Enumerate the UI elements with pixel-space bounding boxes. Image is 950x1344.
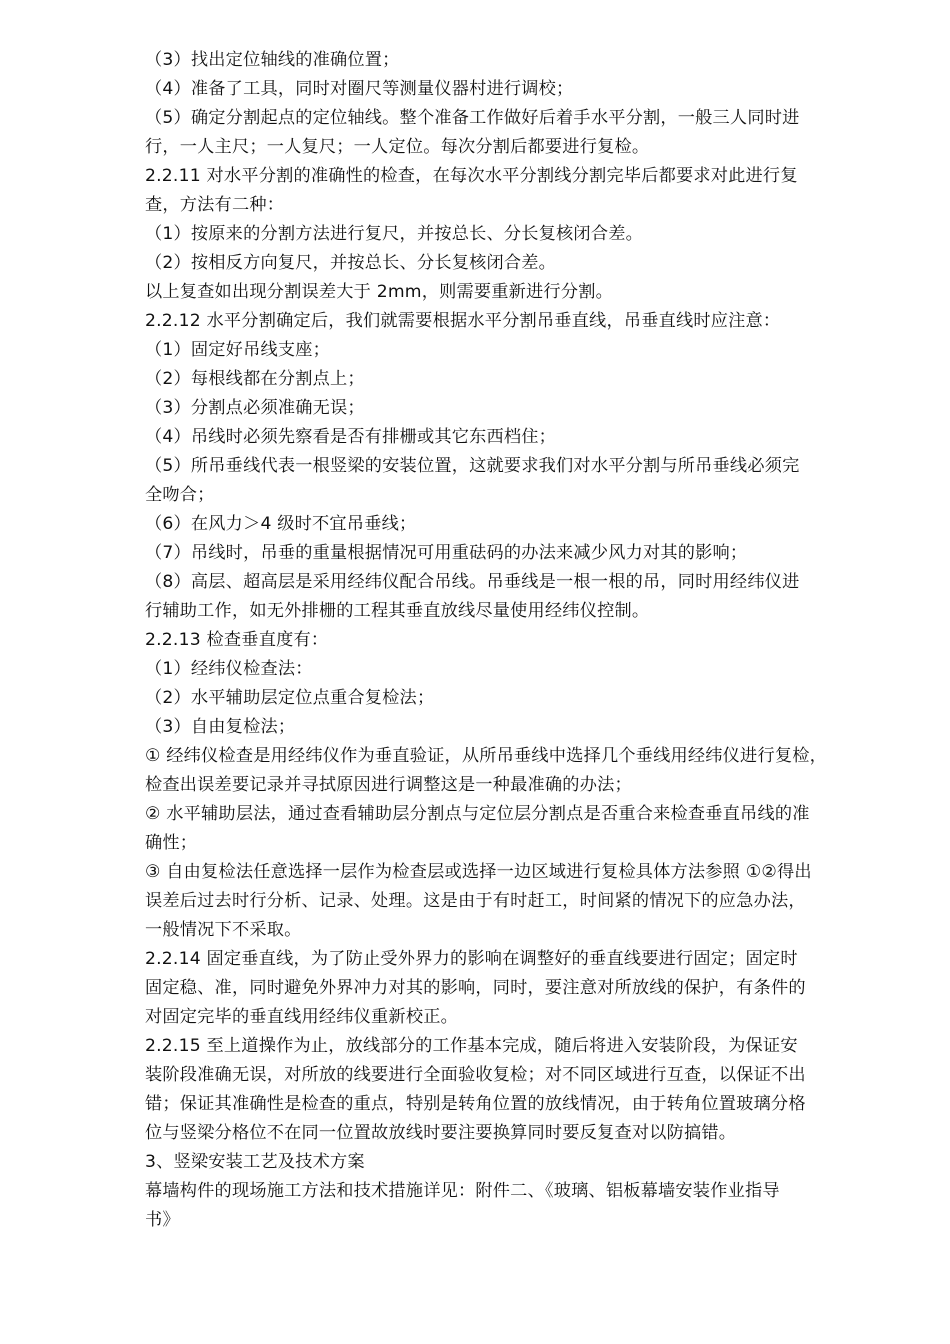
text-line: （1）按原来的分割方法进行复尺，并按总长、分长复核闭合差。: [145, 224, 643, 244]
text-line: ③ 自由复检法任意选择一层作为检查层或选择一边区域进行复检具体方法参照 ①②得出: [145, 862, 812, 882]
text-line: （2）每根线都在分割点上；: [145, 369, 365, 389]
text-line: 2.2.11 对水平分割的准确性的检查，在每次水平分割线分割完毕后都要求对此进行复: [145, 166, 798, 186]
text-line: 全吻合；: [145, 485, 215, 505]
text-line: 一般情况下不采取。: [145, 920, 302, 940]
text-line: （8）高层、超高层是采用经纬仪配合吊线。吊垂线是一根一根的吊，同时用经纬仪进: [145, 572, 800, 592]
text-line: （1）经纬仪检查法：: [145, 659, 313, 679]
text-line: 装阶段准确无误，对所放的线要进行全面验收复检；对不同区域进行互查，以保证不出: [145, 1065, 806, 1085]
text-line: 行辅助工作，如无外排栅的工程其垂直放线尽量使用经纬仪控制。: [145, 601, 650, 621]
text-line: 查，方法有二种：: [145, 195, 285, 215]
text-line: 固定稳、准，同时避免外界冲力对其的影响，同时，要注意对所放线的保护，有条件的: [145, 978, 806, 998]
text-line: （4）吊线时必须先察看是否有排栅或其它东西档住；: [145, 427, 557, 447]
text-line: （5）所吊垂线代表一根竖梁的安装位置，这就要求我们对水平分割与所吊垂线必须完: [145, 456, 800, 476]
text-line: 2.2.13 检查垂直度有：: [145, 630, 329, 650]
text-line: 确性；: [145, 833, 198, 853]
text-line: （4）准备了工具，同时对圈尺等测量仪器村进行调校；: [145, 79, 574, 99]
text-line: 错；保证其准确性是检查的重点，特别是转角位置的放线情况，由于转角位置玻璃分格: [145, 1094, 806, 1114]
text-line: （3）分割点必须准确无误；: [145, 398, 365, 418]
text-line: （2）按相反方向复尺，并按总长、分长复核闭合差。: [145, 253, 557, 273]
text-line: 2.2.14 固定垂直线，为了防止受外界力的影响在调整好的垂直线要进行固定；固定时: [145, 949, 798, 969]
text-line: 2.2.12 水平分割确定后，我们就需要根据水平分割吊垂直线，吊垂直线时应注意：: [145, 311, 781, 331]
text-line: 对固定完毕的垂直线用经纬仪重新校正。: [145, 1007, 458, 1027]
text-line: 位与竖梁分格位不在同一位置故放线时要注要换算同时要反复查对以防搞错。: [145, 1123, 737, 1143]
text-line: （1）固定好吊线支座；: [145, 340, 331, 360]
text-line: （3）自由复检法；: [145, 717, 296, 737]
text-line: 以上复查如出现分割误差大于 2mm，则需要重新进行分割。: [145, 282, 613, 302]
text-line: ② 水平辅助层法，通过查看辅助层分割点与定位层分割点是否重合来检查垂直吊线的准: [145, 804, 810, 824]
text-line: （7）吊线时，吊垂的重量根据情况可用重砝码的办法来减少风力对其的影响；: [145, 543, 748, 563]
text-line: 检查出误差要记录并寻拭原因进行调整这是一种最准确的办法；: [145, 775, 632, 795]
text-line: 幕墙构件的现场施工方法和技术措施详见：附件二、《玻璃、铝板幕墙安装作业指导: [145, 1181, 780, 1201]
text-line: （2）水平辅助层定位点重合复检法；: [145, 688, 435, 708]
text-line: 行，一人主尺；一人复尺；一人定位。每次分割后都要进行复检。: [145, 137, 650, 157]
text-line: 误差后过去时行分析、记录、处理。这是由于有时赶工，时间紧的情况下的应急办法，: [145, 891, 806, 911]
section-heading: 3、竖梁安装工艺及技术方案: [145, 1152, 365, 1172]
text-line: （3）找出定位轴线的准确位置；: [145, 50, 400, 70]
text-line: （6）在风力＞4 级时不宜吊垂线；: [145, 514, 417, 534]
text-line: ① 经纬仪检查是用经纬仪作为垂直验证，从所吊垂线中选择几个垂线用经纬仪进行复检，: [145, 746, 828, 766]
text-line: 书》: [145, 1210, 180, 1230]
text-line: 2.2.15 至上道操作为止，放线部分的工作基本完成，随后将进入安装阶段，为保证安: [145, 1036, 798, 1056]
document-page: [145, 46, 890, 1235]
text-line: （5）确定分割起点的定位轴线。整个准备工作做好后着手水平分割，一般三人同时进: [145, 108, 800, 128]
